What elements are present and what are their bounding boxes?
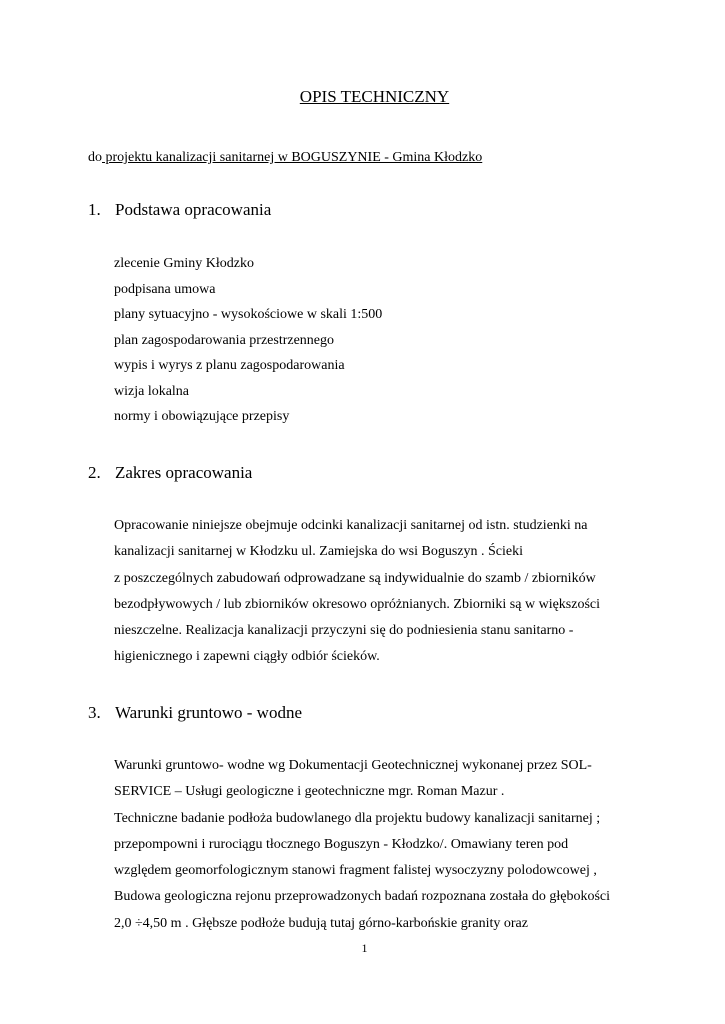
paragraph-line: bezodpływowych / lub zbiorników okresowo opróżnianych. Zbiorniki są w większości	[114, 596, 601, 612]
page-number: 1	[361, 941, 368, 955]
paragraph-line: nieszczelne. Realizacja kanalizacji przyczyni się do podniesienia stanu sanitarno -	[114, 623, 574, 639]
paragraph-line: 2,0 ÷4,50 m . Głębsze podłoże budują tutaj górno-karbońskie granity oraz	[114, 915, 528, 931]
document-title	[0, 86, 725, 108]
list-item: wypis i wyrys z planu zagospodarowania	[114, 358, 345, 373]
section-title: Zakres opracowania	[115, 463, 253, 482]
section-title: Warunki gruntowo - wodne	[115, 703, 303, 722]
ground-conditions-paragraph	[114, 757, 610, 941]
paragraph-line: Techniczne badanie podłoża budowlanego dla projektu budowy kanalizacji sanitarnej ;	[114, 810, 601, 826]
section-number: 2.	[88, 463, 101, 482]
section-title: Podstawa opracowania	[115, 200, 272, 219]
document-subtitle	[88, 149, 482, 167]
paragraph-line: kanalizacji sanitarnej w Kłodzku ul. Zamiejska do wsi Boguszyn . Ścieki	[114, 544, 524, 560]
scope-paragraph	[114, 517, 600, 675]
paragraph-line: względem geomorfologicznym stanowi fragment falistej wysoczyzny polodowcowej ,	[114, 863, 597, 879]
basis-list	[114, 255, 382, 434]
subtitle-prefix: do	[88, 150, 102, 165]
paragraph-line: Warunki gruntowo- wodne wg Dokumentacji Geotechnicznej wykonanej przez SOL-	[114, 758, 592, 773]
document-title-text: OPIS TECHNICZNY	[299, 87, 450, 106]
list-item: wizja lokalna	[114, 383, 190, 399]
section-heading-1	[88, 199, 271, 221]
paragraph-line: Opracowanie niniejsze obejmuje odcinki kanalizacji sanitarnej od istn. studzienki na	[114, 518, 588, 533]
paragraph-line: Budowa geologiczna rejonu przeprowadzonych badań rozpoznana została do głębokości	[114, 889, 611, 905]
section-number: 1.	[88, 200, 101, 219]
paragraph-line: z poszczególnych zabudowań odprowadzane są indywidualnie do szamb / zbiorników	[114, 570, 596, 586]
subtitle-underlined: projektu kanalizacji sanitarnej w BOGUSZYNIE - Gmina Kłodzko	[102, 150, 483, 165]
paragraph-line: higienicznego i zapewni ciągły odbiór ścieków.	[114, 649, 380, 665]
paragraph-line: SERVICE – Usługi geologiczne i geotechniczne mgr. Roman Mazur .	[114, 784, 505, 800]
list-item: plan zagospodarowania przestrzennego	[114, 332, 335, 348]
paragraph-line: przepompowni i rurociągu tłocznego Boguszyn - Kłodzko/. Omawiany teren pod	[114, 836, 569, 852]
section-heading-3	[88, 702, 302, 724]
list-item: normy i obowiązujące przepisy	[114, 409, 290, 424]
list-item: podpisana umowa	[114, 281, 216, 297]
list-item: zlecenie Gminy Kłodzko	[114, 256, 254, 271]
section-number: 3.	[88, 703, 101, 722]
list-item: plany sytuacyjno - wysokościowe w skali 1:500	[114, 307, 383, 322]
section-heading-2	[88, 462, 252, 484]
